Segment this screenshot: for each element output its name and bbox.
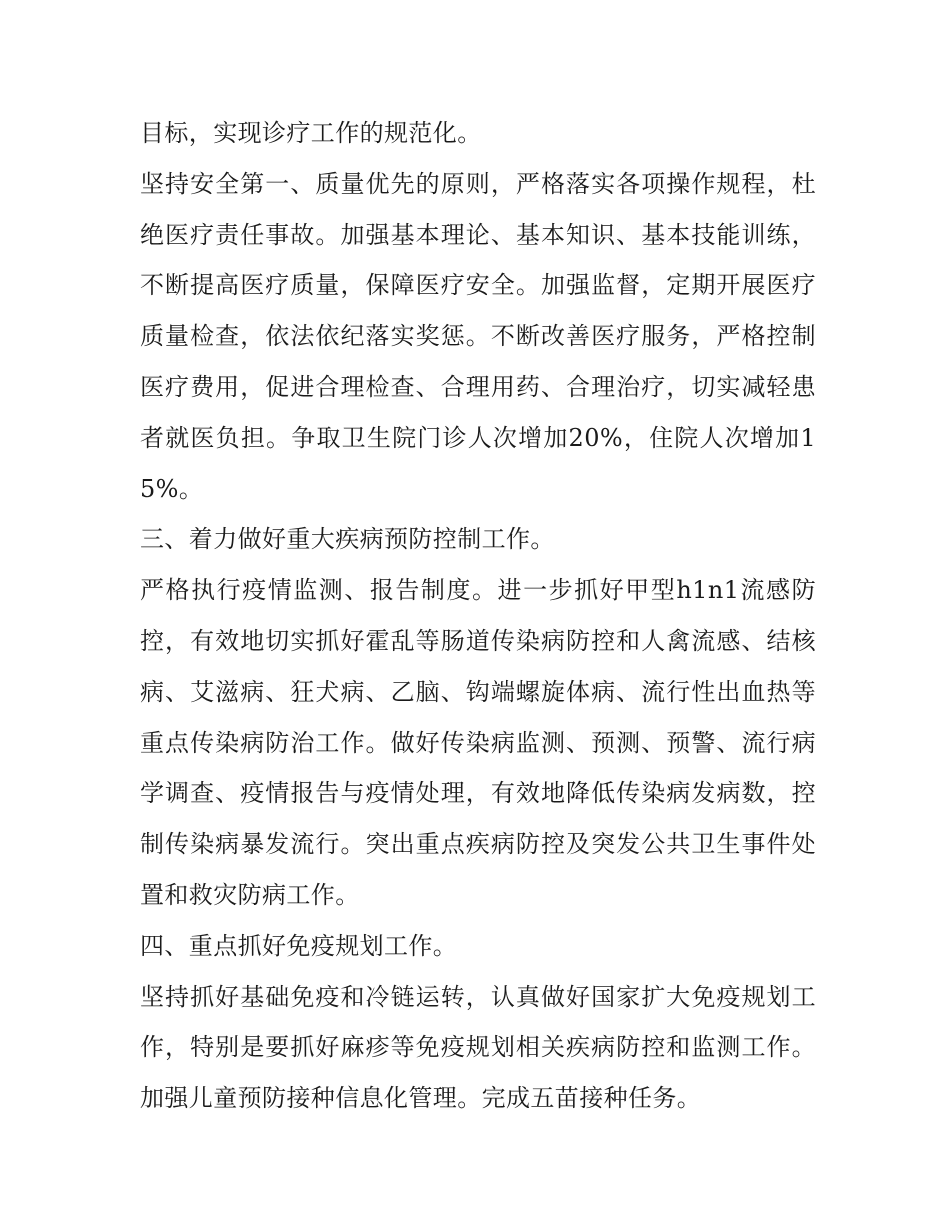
section-heading-disease-control: 三、着力做好重大疾病预防控制工作。 (140, 525, 555, 554)
paragraph-goal-continuation: 目标，实现诊疗工作的规范化。 (140, 119, 482, 147)
paragraph-disease-control: 严格执行疫情监测、报告制度。进一步抓好甲型h1n1流感防控，有效地切实抓好霍乱等肠道传染病防控和人禽流感、结核病、艾滋病、狂犬病、乙脑、钩端螺旋体病、流行性出血热等重点传染病防治工作。做好传染病监测、预测、预警、流行病学调查、疫情报告与疫情处理，有效地降低传染病发病数，控制传染病暴发流行。突出重点疾病防控及突发公共卫生事件处置和救灾防病工作。 (140, 576, 816, 909)
document-body (140, 108, 816, 1124)
paragraph-medical-quality: 坚持安全第一、质量优先的原则，严格落实各项操作规程，杜绝医疗责任事故。加强基本理论、基本知识、基本技能训练，不断提高医疗质量，保障医疗安全。加强监督，定期开展医疗质量检查，依法依纪落实奖惩。不断改善医疗服务，严格控制医疗费用，促进合理检查、合理用药、合理治疗，切实减轻患者就医负担。争取卫生院门诊人次增加20%，住院人次增加15%。 (140, 169, 816, 503)
section-heading-immunization: 四、重点抓好免疫规划工作。 (140, 931, 458, 960)
paragraph-immunization: 坚持抓好基础免疫和冷链运转，认真做好国家扩大免疫规划工作，特别是要抓好麻疹等免疫规划相关疾病防控和监测工作。加强儿童预防接种信息化管理。完成五苗接种任务。 (140, 982, 816, 1113)
